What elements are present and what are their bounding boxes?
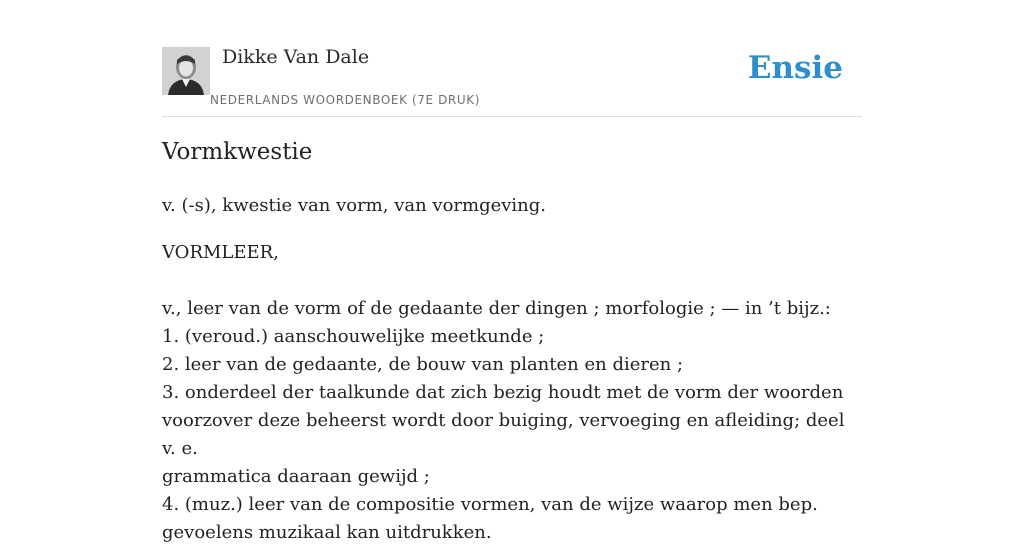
- entry-title: Vormkwestie: [162, 139, 313, 165]
- content-line: 4. (muz.) leer van de compositie vormen, van de wijze waarop men bep.: [162, 494, 818, 515]
- content-line: 2. leer van de gedaante, de bouw van planten en dieren ;: [162, 354, 684, 375]
- author-header: [162, 44, 862, 117]
- content-line: v., leer van de vorm of de gedaante der dingen ; morfologie ; — in ’t bijz.:: [162, 298, 831, 319]
- author-avatar[interactable]: [162, 47, 210, 95]
- portrait-icon: [162, 47, 210, 95]
- content-line: gevoelens muzikaal kan uitdrukken.: [162, 522, 492, 543]
- subheading-text: VORMLEER,: [162, 242, 279, 263]
- author-name[interactable]: Dikke Van Dale: [222, 46, 370, 68]
- content-line: grammatica daaraan gewijd ;: [162, 466, 430, 487]
- content-line: 3. onderdeel der taalkunde dat zich bezig houdt met de vorm der woorden: [162, 382, 844, 403]
- entry-content: [162, 192, 862, 547]
- content-line: voorzover deze beheerst wordt door buiging, vervoeging en afleiding; deel v. e.: [162, 410, 845, 459]
- definition-text: v. (-s), kwestie van vorm, van vormgeving.: [162, 195, 547, 216]
- source-name[interactable]: NEDERLANDS WOORDENBOEK (7E DRUK): [210, 93, 480, 107]
- ensie-logo[interactable]: Ensie: [747, 50, 843, 86]
- content-line: 1. (veroud.) aanschouwelijke meetkunde ;: [162, 326, 545, 347]
